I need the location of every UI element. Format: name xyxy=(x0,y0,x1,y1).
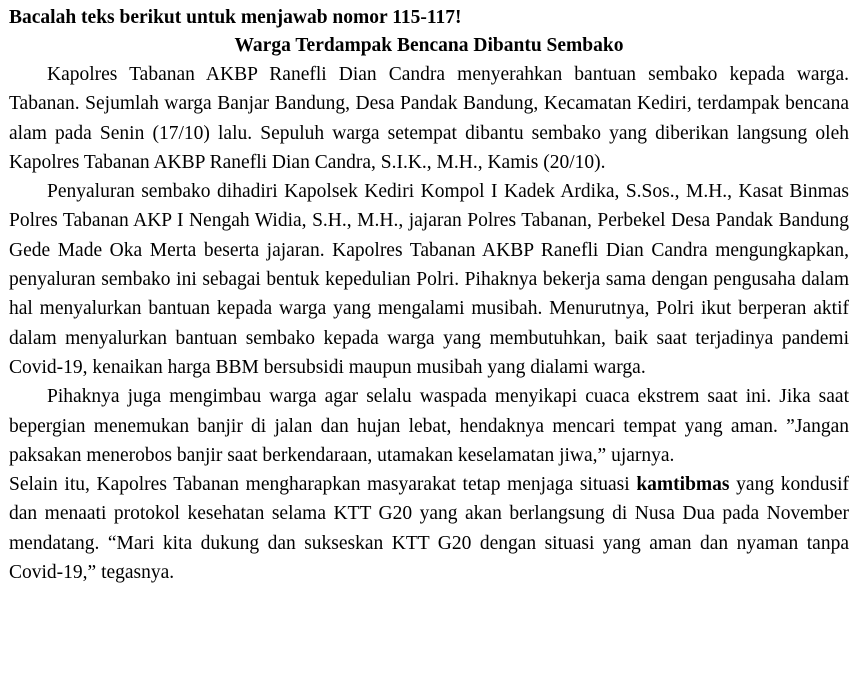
paragraph-4-end: yang kondusif dan menaati protokol kesehatan selama KTT G20 yang akan berlangsung di Nusa Dua pada November mendatang. “Mari kita dukung dan sukseskan KTT G20 dengan situasi yang aman dan nyaman tanpa Covid-19,” tegasnya. xyxy=(9,474,849,584)
paragraph-4 xyxy=(9,470,849,587)
keyword-kamtibmas: kamtibmas xyxy=(636,474,730,496)
paragraph-2: Penyaluran sembako dihadiri Kapolsek Kediri Kompol I Kadek Ardika, S.Sos., M.H., Kasat Binmas Polres Tabanan AKP I Nengah Widia, S.H., M.H., jajaran Polres Tabanan, Perbekel Desa Pandak Bandung Gede Made Oka Merta beserta jajaran. Kapolres Tabanan AKBP Ranefli Dian Candra mengungkapkan, penyaluran sembako ini sebagai bentuk kepedulian Polri. Pihaknya bekerja sama dengan pengusaha dalam hal menyalurkan bantuan kepada warga yang mengalami musibah. Menurutnya, Polri ikut berperan aktif dalam menyalurkan bantuan sembako kepada warga yang membutuhkan, baik saat terjadinya pandemi Covid-19, kenaikan harga BBM bersubsidi maupun musibah yang dialami warga. xyxy=(9,181,849,378)
paragraph-4-start: Selain itu, Kapolres Tabanan mengharapkan masyarakat tetap menjaga situasi xyxy=(9,474,637,496)
article-title: Warga Terdampak Bencana Dibantu Sembako xyxy=(234,35,624,56)
paragraph-3: Pihaknya juga mengimbau warga agar selalu waspada menyikapi cuaca ekstrem saat ini. Jika saat bepergian menemukan banjir di jalan dan hujan lebat, hendaknya mencari tempat yang aman. ”Jangan paksakan menerobos banjir saat berkendaraan, utamakan keselamatan jiwa,” ujarnya. xyxy=(9,386,849,466)
paragraph-1: Kapolres Tabanan AKBP Ranefli Dian Candra menyerahkan bantuan sembako kepada warga. Tabanan. Sejumlah warga Banjar Bandung, Desa Pandak Bandung, Kecamatan Kediri, terdampak bencana alam pada Senin (17/10) lalu. Sepuluh warga setempat dibantu sembako yang diberikan langsung oleh Kapolres Tabanan AKBP Ranefli Dian Candra, S.I.K., M.H., Kamis (20/10). xyxy=(9,64,849,173)
instruction-heading: Bacalah teks berikut untuk menjawab nomor 115-117! xyxy=(9,7,462,28)
